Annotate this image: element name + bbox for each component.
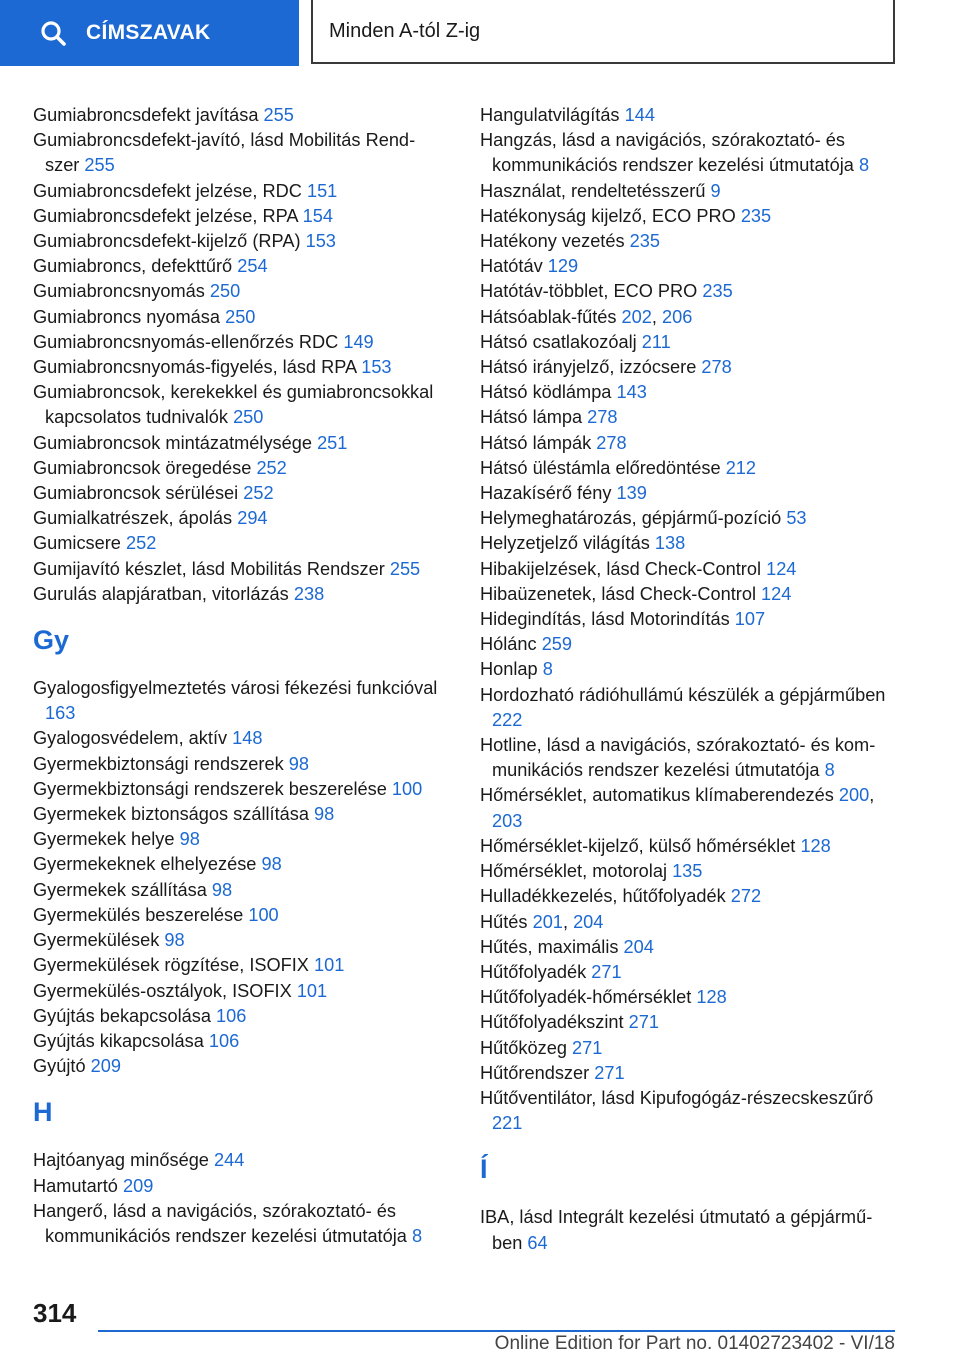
- page-link[interactable]: 124: [766, 558, 797, 579]
- index-entry: [33, 953, 443, 978]
- page-link[interactable]: 278: [596, 432, 627, 453]
- search-icon: [40, 20, 66, 46]
- index-term: Hatótáv: [480, 256, 543, 277]
- page-link[interactable]: 209: [90, 1056, 121, 1077]
- page-link[interactable]: 153: [305, 231, 336, 252]
- index-entry: [480, 456, 890, 481]
- index-term: Hotline, lásd a navigációs, szórakoztató- és kommunikációs rendszer kezelési útmutatója: [480, 735, 876, 781]
- index-entry: [480, 254, 890, 279]
- index-term: Hatékony vezetés: [480, 231, 625, 252]
- index-term: Gyermekülés beszerelése: [33, 904, 244, 925]
- index-term: Gyermekek helye: [33, 829, 175, 850]
- page-link[interactable]: 98: [314, 804, 335, 825]
- index-entry: [33, 582, 443, 607]
- page-link[interactable]: 135: [672, 861, 703, 882]
- page-link[interactable]: 128: [696, 987, 727, 1008]
- page-link[interactable]: 98: [288, 753, 309, 774]
- index-entry: [480, 733, 890, 783]
- index-term: Gumiabroncsok sérülései: [33, 483, 239, 504]
- page-link[interactable]: 238: [293, 583, 325, 604]
- index-entry: [480, 607, 890, 632]
- tab-keywords-label: CÍMSZAVAK: [86, 21, 211, 44]
- page-link[interactable]: 221: [492, 1113, 523, 1134]
- index-entry: [480, 279, 890, 304]
- index-term: Gyújtó: [33, 1056, 86, 1077]
- index-term: Használat, rendeltetésszerű: [480, 180, 706, 201]
- index-entry: [480, 1086, 890, 1136]
- index-term: Gumiabroncsnyomás: [33, 281, 205, 302]
- index-letter-heading: H: [33, 1097, 53, 1128]
- page-link[interactable]: 143: [616, 382, 647, 403]
- index-entry: [33, 777, 443, 802]
- index-term: Hűtőközeg: [480, 1037, 567, 1058]
- index-column-right: [480, 103, 890, 1256]
- index-term: Gyújtás kikapcsolása: [33, 1030, 204, 1051]
- index-term: Hangerő, lásd a navigációs, szórakoztató- és kommunikációs rendszer kezelési útmutatója: [33, 1200, 407, 1246]
- page-link[interactable]: 278: [587, 407, 618, 428]
- page-link[interactable]: 271: [628, 1012, 659, 1033]
- index-entry: Hátsóablak-fűtés 202, 206: [480, 306, 693, 327]
- index-term: Gumiabroncsdefekt jelzése, RPA: [33, 205, 298, 226]
- index-term: Gumiabroncsdefekt-javító, lásd Mobilitás Rendszer: [33, 130, 416, 176]
- index-term: Hűtés, maximális: [480, 936, 619, 957]
- page-link[interactable]: 235: [740, 205, 772, 226]
- index-entry: [33, 1054, 443, 1079]
- page-link[interactable]: 64: [527, 1232, 548, 1253]
- index-term: Hűtőfolyadék-hőmérséklet: [480, 987, 692, 1008]
- index-term: IBA, lásd Integrált kezelési útmutató a gépjárműben: [480, 1207, 873, 1253]
- page-link[interactable]: 252: [243, 483, 274, 504]
- index-entry: [33, 979, 443, 1004]
- footer-edition-text: Online Edition for Part no. 01402723402 - VI/18: [494, 1333, 895, 1354]
- index-term: Helyzetjelző világítás: [480, 533, 650, 554]
- page-link[interactable]: 271: [594, 1062, 625, 1083]
- index-term: Hátsó csatlakozóalj: [480, 331, 637, 352]
- index-term: Hőmérséklet, motorolaj: [480, 861, 667, 882]
- index-entry: [480, 632, 890, 657]
- index-term: Gumiabroncsok, kerekekkel és gumiabroncsokkal kapcsolatos tudnivalók: [33, 382, 434, 428]
- index-entry: [480, 1010, 890, 1035]
- index-term: Hangulatvilágítás: [480, 105, 620, 125]
- index-entry: [480, 683, 890, 733]
- index-entry: [33, 1174, 443, 1199]
- index-entry: [33, 330, 443, 355]
- index-entry: [480, 531, 890, 556]
- index-term: Hátsóablak-fűtés: [480, 306, 617, 327]
- index-entry: [480, 657, 890, 682]
- page-link[interactable]: 254: [237, 256, 268, 277]
- page-link[interactable]: 144: [624, 105, 655, 125]
- page-link[interactable]: 252: [126, 533, 157, 554]
- index-term: Hűtés: [480, 911, 528, 932]
- index-term: Hazakísérő fény: [480, 483, 612, 504]
- index-entry: [480, 179, 890, 204]
- page-link[interactable]: 209: [122, 1175, 154, 1196]
- page-link[interactable]: 251: [317, 432, 348, 453]
- index-entry: [480, 380, 890, 405]
- index-entry: [33, 380, 443, 430]
- index-term: Hűtőrendszer: [480, 1062, 590, 1083]
- page-link[interactable]: 148: [232, 728, 263, 749]
- page-link[interactable]: 212: [725, 457, 757, 478]
- page-link[interactable]: 211: [641, 331, 671, 352]
- index-entry: [480, 935, 890, 960]
- index-entry: [480, 204, 890, 229]
- index-term: Hangzás, lásd a navigációs, szórakoztató- és kommunikációs rendszer kezelési útmutatója: [480, 130, 854, 176]
- page-link[interactable]: 106: [216, 1005, 247, 1026]
- page-link[interactable]: 100: [391, 778, 423, 799]
- index-term: Honlap: [480, 659, 538, 680]
- index-term: Hajtóanyag minősége: [33, 1150, 209, 1171]
- page-link[interactable]: 163: [45, 703, 76, 724]
- page-link[interactable]: 128: [800, 835, 831, 856]
- index-entry: [480, 103, 890, 128]
- page-link[interactable]: 255: [389, 558, 421, 579]
- index-entry: [33, 557, 443, 582]
- index-entry: [33, 1148, 443, 1173]
- page-link[interactable]: 250: [225, 306, 256, 327]
- index-entry: [480, 1036, 890, 1061]
- index-term: Gyalogosvédelem, aktív: [33, 728, 228, 749]
- index-entry: [480, 128, 890, 178]
- index-term: Gumijavító készlet, lásd Mobilitás Rendszer: [33, 558, 385, 579]
- index-term: Hatótáv-többlet, ECO PRO: [480, 281, 698, 302]
- index-entry: [33, 1199, 443, 1249]
- page-link[interactable]: 53: [786, 508, 807, 529]
- index-term: Gyermekülések rögzítése, ISOFIX: [33, 955, 309, 976]
- page-link[interactable]: 106: [208, 1030, 240, 1051]
- page-link[interactable]: 250: [233, 407, 264, 428]
- index-entry: [480, 431, 890, 456]
- index-entry: [33, 878, 443, 903]
- index-entry: [480, 582, 890, 607]
- index-term: Gumiabroncsdefekt-kijelző (RPA): [33, 231, 301, 252]
- index-column-left: [33, 103, 443, 1249]
- index-entry: [480, 985, 890, 1010]
- index-term: Hátsó lámpa: [480, 407, 583, 428]
- page-link[interactable]: 8: [411, 1225, 423, 1246]
- index-term: Gumiabroncsnyomás-figyelés, lásd RPA: [33, 357, 357, 378]
- footer-divider: [98, 1330, 895, 1332]
- page-link[interactable]: 255: [263, 105, 294, 125]
- page-link[interactable]: 100: [248, 904, 279, 925]
- page-link[interactable]: 235: [702, 281, 733, 302]
- page-link[interactable]: 259: [541, 634, 573, 655]
- header-bar: [0, 0, 960, 66]
- index-term: Gyermekülés-osztályok, ISOFIX: [33, 980, 292, 1001]
- index-entry: [480, 884, 890, 909]
- index-entry: [33, 179, 443, 204]
- index-term: Gurulás alapjáratban, vitorlázás: [33, 583, 289, 604]
- page-link[interactable]: 101: [314, 955, 345, 976]
- index-term: Hátsó üléstámla előredöntése: [480, 457, 721, 478]
- index-entry: [33, 531, 443, 556]
- index-entry: [33, 506, 443, 531]
- index-entry: [33, 726, 443, 751]
- index-term: Gyermekülések: [33, 930, 160, 951]
- index-term: Hátsó ködlámpa: [480, 382, 612, 403]
- index-entry: [33, 852, 443, 877]
- index-term: Gumicsere: [33, 533, 121, 554]
- index-entry: [33, 752, 443, 777]
- index-term: Gyermekbiztonsági rendszerek beszerelése: [33, 778, 387, 799]
- tab-keywords[interactable]: [0, 0, 299, 66]
- page-link[interactable]: 201: [532, 911, 563, 932]
- page-link[interactable]: 154: [302, 205, 333, 226]
- index-term: Gumiabroncs, defekttűrő: [33, 256, 233, 277]
- page-number: 314: [33, 1298, 77, 1328]
- page-link[interactable]: 8: [542, 659, 553, 680]
- index-term: Hatékonyság kijelző, ECO PRO: [480, 205, 736, 226]
- page-link[interactable]: 271: [572, 1037, 603, 1058]
- page-link[interactable]: 124: [761, 583, 792, 604]
- page-link[interactable]: 149: [343, 331, 374, 352]
- page-link[interactable]: 129: [547, 256, 579, 277]
- page-link[interactable]: 252: [256, 457, 287, 478]
- page-link[interactable]: 98: [164, 930, 185, 951]
- index-entry: [480, 355, 890, 380]
- index-entry: [33, 456, 443, 481]
- index-term: Hűtőfolyadék: [480, 961, 587, 982]
- page-link[interactable]: 203: [492, 810, 523, 831]
- index-entry: [480, 481, 890, 506]
- index-entry: [480, 859, 890, 884]
- index-entry: [480, 834, 890, 859]
- page-link[interactable]: 9: [710, 180, 721, 201]
- index-term: Hűtőventilátor, lásd Kipufogógáz-részecskeszűrő: [480, 1087, 874, 1108]
- index-entry: [33, 1004, 443, 1029]
- index-term: Hibakijelzések, lásd Check-Control: [480, 558, 762, 579]
- page-link[interactable]: 204: [573, 911, 604, 932]
- index-entry: [480, 1061, 890, 1086]
- index-entry: Hűtés 201, 204: [480, 911, 604, 932]
- index-term: Hidegindítás, lásd Motorindítás: [480, 609, 730, 630]
- index-entry: [480, 506, 890, 531]
- index-entry: [33, 928, 443, 953]
- index-entry: [33, 1029, 443, 1054]
- index-entry: [33, 903, 443, 928]
- index-entry: [33, 827, 443, 852]
- index-entry: [480, 1205, 890, 1255]
- page-link[interactable]: 235: [629, 231, 660, 252]
- index-term: Gyermekek szállítása: [33, 879, 207, 900]
- index-term: Hőmérséklet-kijelző, külső hőmérséklet: [480, 835, 796, 856]
- index-term: Gumialkatrészek, ápolás: [33, 508, 233, 529]
- page-link[interactable]: 98: [261, 854, 282, 875]
- page-link[interactable]: 204: [623, 936, 654, 957]
- index-entry: [480, 960, 890, 985]
- index-term: Gumiabroncsdefekt javítása: [33, 105, 259, 125]
- index-term: Gyermekek biztonságos szállítása: [33, 804, 309, 825]
- page-link[interactable]: 222: [492, 709, 523, 730]
- index-term: Hólánc: [480, 634, 537, 655]
- page-link[interactable]: 294: [237, 508, 268, 529]
- index-entry: [33, 481, 443, 506]
- tab-a-to-z-label: Minden A-tól Z-ig: [329, 19, 481, 42]
- page-link[interactable]: 139: [616, 483, 647, 504]
- page-link[interactable]: 153: [361, 357, 392, 378]
- page-link[interactable]: 8: [824, 760, 835, 781]
- index-entry: [480, 330, 890, 355]
- index-entry: [33, 802, 443, 827]
- page-link[interactable]: 8: [858, 155, 870, 176]
- page-link[interactable]: 250: [209, 281, 241, 302]
- index-entry: [480, 405, 890, 430]
- index-entry: [33, 229, 443, 254]
- index-entry: [480, 229, 890, 254]
- index-term: Gyermekbiztonsági rendszerek: [33, 753, 284, 774]
- page-link[interactable]: 200: [838, 785, 870, 806]
- index-entry: [33, 254, 443, 279]
- index-term: Gumiabroncs nyomása: [33, 306, 221, 327]
- index-term: Hátsó irányjelző, izzócsere: [480, 357, 697, 378]
- index-term: Helymeghatározás, gépjármű-pozíció: [480, 508, 782, 529]
- index-entry: Hőmérséklet, automatikus klímaberendezés 200, 203: [480, 785, 875, 831]
- index-term: Gumiabroncsnyomás-ellenőrzés RDC: [33, 331, 339, 352]
- index-term: Gumiabroncsdefekt jelzése, RDC: [33, 180, 302, 201]
- index-entry: [33, 128, 443, 178]
- page-link[interactable]: 101: [296, 980, 328, 1001]
- index-entry: [33, 676, 443, 726]
- index-term: Gyalogosfigyelmeztetés városi fékezési funkcióval: [33, 678, 438, 699]
- page-link[interactable]: 98: [179, 829, 200, 850]
- page-link[interactable]: 244: [214, 1150, 245, 1171]
- tab-a-to-z[interactable]: [311, 0, 895, 64]
- index-entry: [33, 431, 443, 456]
- index-letter-heading: Í: [480, 1154, 488, 1185]
- index-term: Hamutartó: [33, 1175, 118, 1196]
- page-link[interactable]: 206: [662, 306, 693, 327]
- index-term: Gyújtás bekapcsolása: [33, 1005, 211, 1026]
- index-entry: [33, 305, 443, 330]
- index-term: Hűtőfolyadékszint: [480, 1012, 624, 1033]
- index-entry: [33, 204, 443, 229]
- index-term: Gumiabroncsok mintázatmélysége: [33, 432, 312, 453]
- index-entry: [33, 103, 443, 128]
- page-link[interactable]: 138: [654, 533, 686, 554]
- page-link[interactable]: 151: [306, 180, 338, 201]
- index-term: Hibaüzenetek, lásd Check-Control: [480, 583, 756, 604]
- index-entry: [33, 279, 443, 304]
- index-letter-heading: Gy: [33, 625, 70, 656]
- index-term: Hulladékkezelés, hűtőfolyadék: [480, 886, 726, 907]
- index-term: Hátsó lámpák: [480, 432, 592, 453]
- page-link[interactable]: 271: [591, 961, 622, 982]
- page-link[interactable]: 278: [701, 357, 732, 378]
- index-term: Hordozható rádióhullámú készülék a gépjárműben: [480, 684, 886, 705]
- index-term: Hőmérséklet, automatikus klímaberendezés: [480, 785, 834, 806]
- index-entry: [33, 355, 443, 380]
- page-link[interactable]: 202: [621, 306, 652, 327]
- index-term: Gyermekeknek elhelyezése: [33, 854, 257, 875]
- page-link[interactable]: 272: [730, 886, 762, 907]
- page-link[interactable]: 98: [211, 879, 233, 900]
- page-link[interactable]: 255: [84, 155, 115, 176]
- index-entry: [480, 557, 890, 582]
- page-link[interactable]: 107: [734, 609, 766, 630]
- index-term: Gumiabroncsok öregedése: [33, 457, 252, 478]
